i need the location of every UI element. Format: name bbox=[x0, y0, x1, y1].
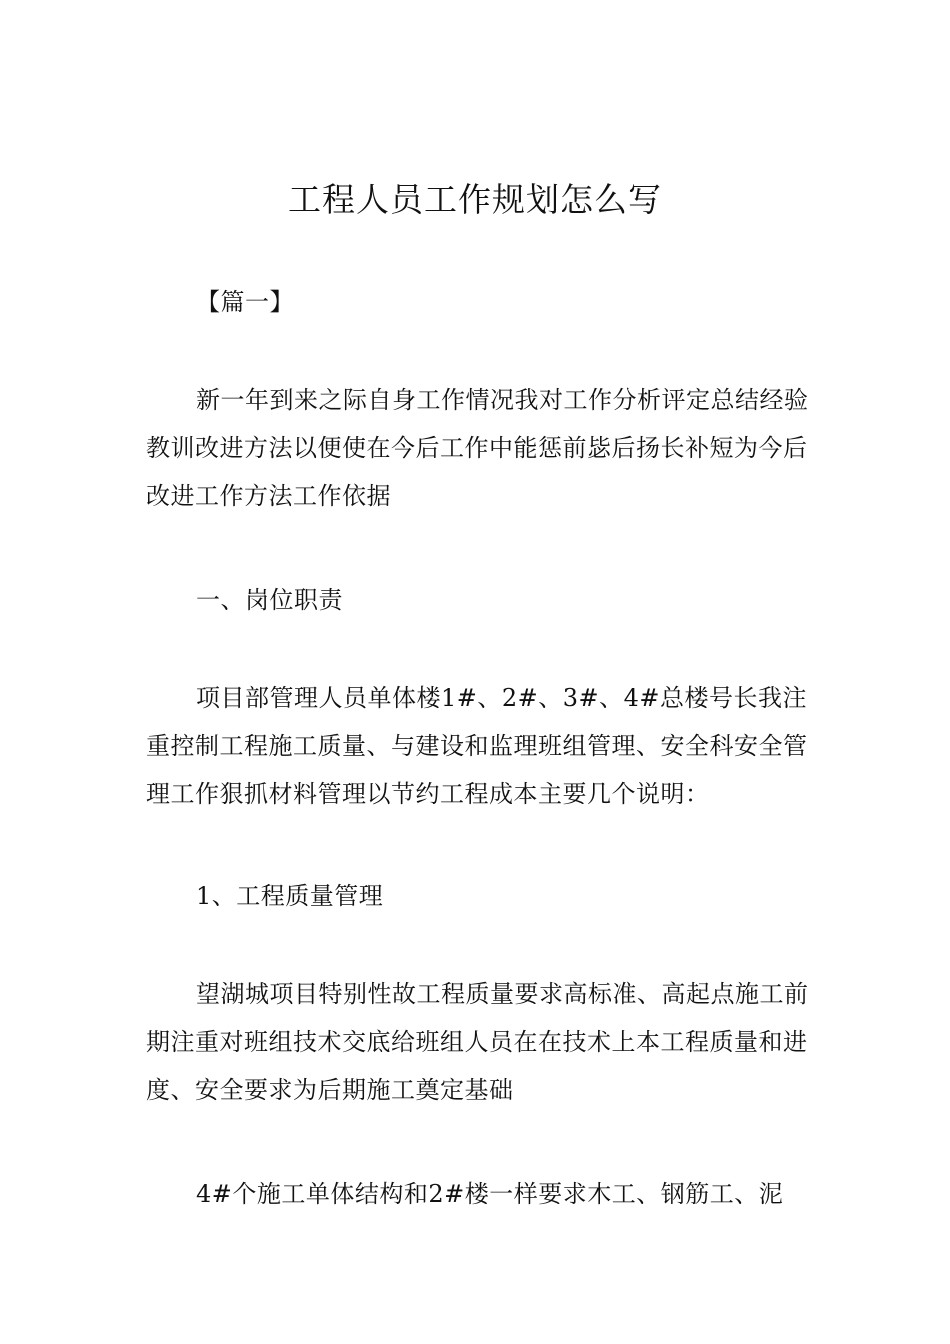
section-label: 【篇一】 bbox=[196, 288, 294, 316]
section-heading-job-duties: 一、岗位职责 bbox=[196, 586, 343, 614]
quality-paragraph: 望湖城项目特别性故工程质量要求高标准、高起点施工前期注重对班组技术交底给班组人员在在技术上本工程质量和进度、安全要求为后期施工奠定基础 bbox=[146, 980, 809, 1104]
intro-paragraph: 新一年到来之际自身工作情况我对工作分析评定总结经验教训改进方法以便使在今后工作中能惩前毖后扬长补短为今后改进工作方法工作依据 bbox=[146, 386, 809, 510]
subheading-quality-management: 1、工程质量管理 bbox=[196, 882, 384, 910]
document-title: 工程人员工作规划怎么写 bbox=[288, 180, 662, 219]
duties-paragraph: 项目部管理人员单体楼1#、2#、3#、4#总楼号长我注重控制工程施工质量、与建设和监理班组管理、安全科安全管理工作狠抓材料管理以节约工程成本主要几个说明： bbox=[146, 684, 808, 808]
building-4-paragraph: 4#个施工单体结构和2#楼一样要求木工、钢筋工、泥 bbox=[196, 1180, 784, 1208]
